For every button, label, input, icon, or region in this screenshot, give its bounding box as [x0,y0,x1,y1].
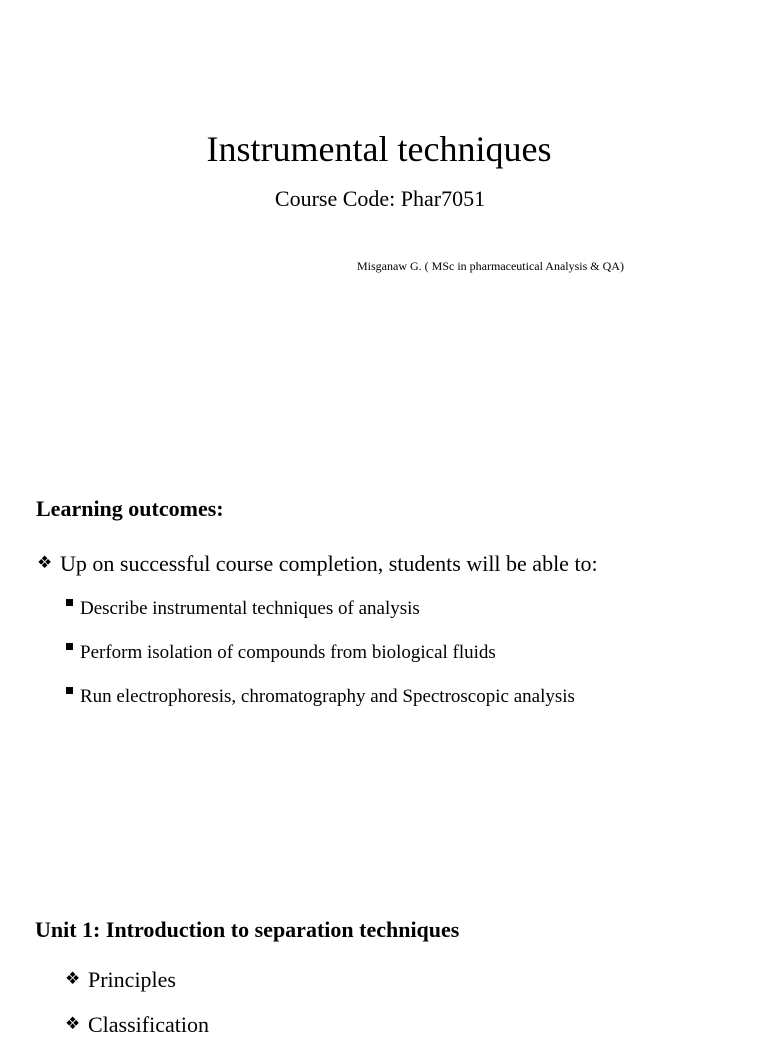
list-item [66,597,420,621]
list-item [65,1010,209,1039]
diamond-bullet-icon: ❖ [37,553,53,572]
square-bullet-icon [66,643,73,650]
unit1-heading: Unit 1: Introduction to separation techniques [35,917,460,942]
diamond-bullet-icon: ❖ [65,1014,81,1033]
list-item-text: Principles [88,967,176,992]
list-item-text: Describe instrumental techniques of analysis [80,598,420,619]
square-bullet-icon [66,599,73,606]
square-bullet-icon [66,687,73,694]
learning-outcomes-intro-text: Up on successful course completion, students will be able to: [60,551,598,576]
learning-outcomes-heading: Learning outcomes: [36,496,224,521]
document-title: Instrumental techniques [206,129,552,169]
list-item [66,685,575,709]
list-item [66,641,496,665]
diamond-bullet-icon: ❖ [65,969,81,988]
author-line: Misganaw G. ( MSc in pharmaceutical Analysis & QA) [357,259,624,273]
list-item [65,965,176,994]
list-item-text: Classification [88,1012,209,1037]
list-item-text: Perform isolation of compounds from biological fluids [80,642,496,663]
list-item-text: Run electrophoresis, chromatography and Spectroscopic analysis [80,686,575,707]
learning-outcomes-intro [37,549,598,578]
course-code: Course Code: Phar7051 [274,186,486,211]
